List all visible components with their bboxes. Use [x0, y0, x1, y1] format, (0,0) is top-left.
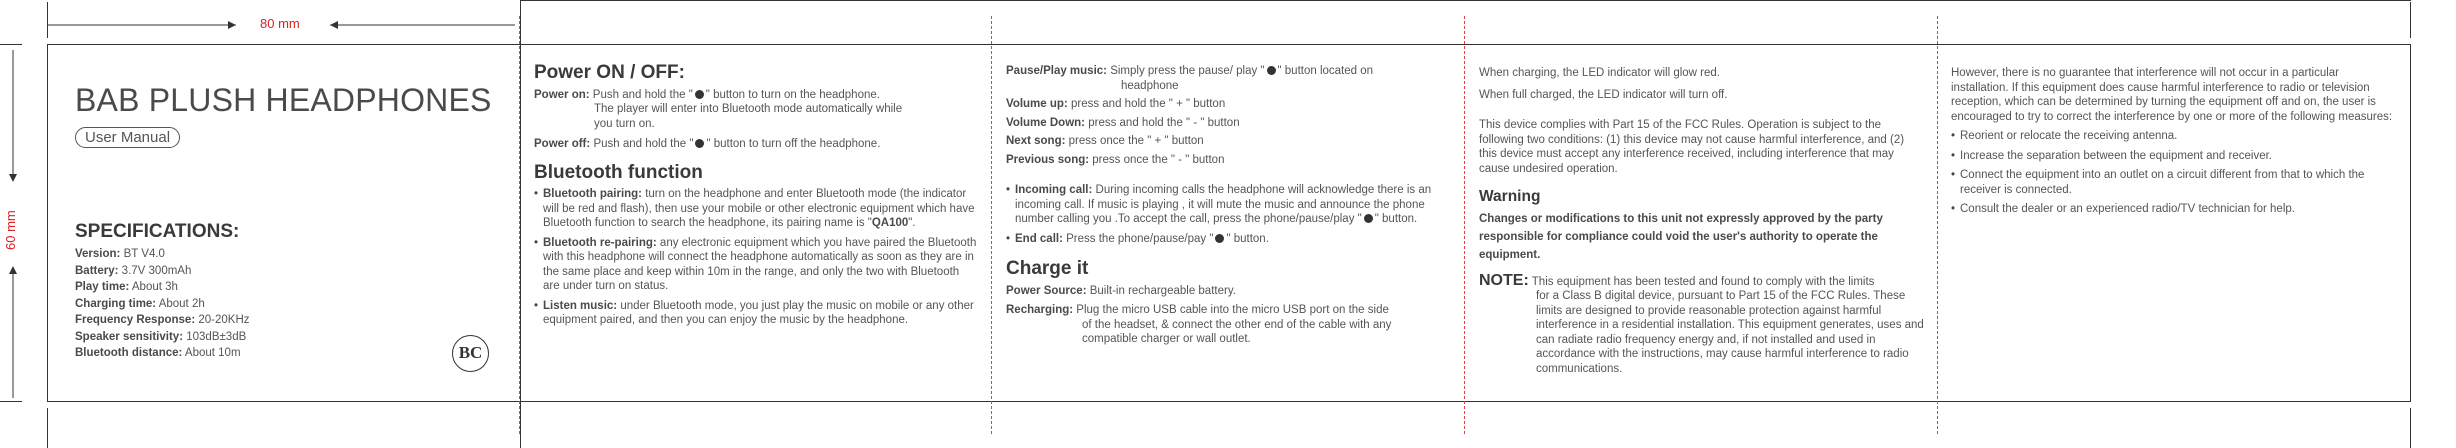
- pause-play-instruction: Pause/Play music: Simply press the pause/ play " " button located on headphone: [1006, 65, 1374, 92]
- note-paragraph: NOTE: This equipment has been tested and found to comply with the limits for a Class B digital device, pursuant to Part 15 of the FCC Rules. These limits are designed to provide reasonable protection against harmful interference in a residential installation. This equipment generates, uses and can radiate radio frequency energy and, if not installed and used in accordance with the instructions, may cause harmful interference to radio communications.: [1479, 271, 1924, 375]
- power-button-icon: [695, 139, 704, 148]
- fold-line-1: [519, 16, 520, 434]
- compliance-panel: [1479, 60, 1925, 380]
- spec-value: 3.7V 300mAh: [121, 264, 192, 277]
- specs-heading: SPECIFICATIONS:: [75, 221, 240, 242]
- spec-label: Battery:: [75, 264, 119, 277]
- trim-left-bottom-mark: [47, 408, 48, 448]
- measures-list: [1951, 129, 2397, 217]
- power-source-line: Power Source: Built-in rechargeable battery.: [1006, 284, 1236, 297]
- frame-bottom-edge: [47, 401, 2411, 402]
- spec-label: Frequency Response:: [75, 314, 196, 326]
- measure-item: • Increase the separation between the equipment and receiver.: [1951, 149, 2397, 164]
- spec-row: [75, 298, 375, 310]
- user-manual-badge: User Manual: [75, 127, 180, 148]
- warning-heading: Warning: [1479, 188, 1541, 205]
- previous-song-instruction: Previous song: press once the " - " button: [1006, 153, 1225, 166]
- note-label: NOTE:: [1479, 271, 1529, 289]
- charging-led-text: When charging, the LED indicator will glow red.: [1479, 67, 1720, 79]
- frame-top-edge: [47, 44, 2411, 45]
- spec-value: 20-20KHz: [198, 314, 250, 326]
- phone-button-icon: [1215, 234, 1224, 243]
- power-off-instruction: Power off: Push and hold the " " button to turn off the headphone.: [534, 138, 881, 150]
- volume-up-instruction: Volume up: press and hold the " + " button: [1006, 98, 1226, 110]
- phone-button-icon: [1364, 214, 1373, 223]
- trim-top-line: [520, 0, 2411, 1]
- spec-row: [75, 331, 375, 343]
- fold-line-2: [991, 16, 992, 434]
- spec-label: Charging time:: [75, 297, 157, 310]
- interference-panel: [1951, 60, 2397, 222]
- play-button-icon: [1267, 66, 1276, 75]
- height-dimension-label: 60 mm: [3, 210, 18, 250]
- listen-music-item: • Listen music: under Bluetooth mode, you just play the music on mobile or any other equipment paired, and then you can enjoy the music by the headphone.: [534, 299, 978, 328]
- measure-item: • Consult the dealer or an experienced radio/TV technician for help.: [1951, 202, 2397, 217]
- cover-panel: [75, 82, 495, 148]
- spec-row: [75, 347, 375, 359]
- spec-value: About 10m: [184, 347, 241, 359]
- interference-intro: However, there is no guarantee that interference will not occur in a particular installation. If this equipment does cause harmful interference to radio or television reception, which can be determined by turning the equipment off and on, the user is encouraged to try to correct the interference by one or more of the following measures:: [1951, 67, 2393, 123]
- spec-label: Bluetooth distance:: [75, 347, 183, 359]
- panel1-divider: [520, 0, 521, 448]
- measure-item: • Connect the equipment into an outlet on a circuit different from that to which the receiver is connected.: [1951, 168, 2397, 197]
- spec-row: [75, 265, 375, 277]
- spec-value: About 2h: [158, 297, 205, 310]
- specifications: [75, 221, 375, 364]
- spec-row: [75, 248, 375, 260]
- operation-panel: [534, 60, 978, 333]
- recharging-instruction: Recharging: Plug the micro USB cable into the micro USB port on the side of the headset, & connect the other end of the cable with any compatible charger or wall outlet.: [1006, 304, 1392, 345]
- call-list: [1006, 183, 1452, 246]
- fold-line-3: [1464, 16, 1465, 434]
- spec-label: Version:: [75, 248, 121, 260]
- bluetooth-pairing-item: • Bluetooth pairing: turn on the headphone and enter Bluetooth mode (the indicator will be red and flash), then use your mobile or other electronic equipment which have Bluetooth function to search the headphone, its pairing name is "QA100".: [534, 187, 978, 231]
- product-title: BAB PLUSH HEADPHONES: [75, 82, 492, 118]
- controls-panel: [1006, 60, 1452, 351]
- power-on-instruction: Power on: Push and hold the " " button to turn on the headphone. The player will enter into Bluetooth mode automatically while you turn on.: [534, 88, 903, 130]
- spec-value: 103dB±3dB: [186, 330, 247, 343]
- spec-label: Speaker sensitivity:: [75, 330, 184, 343]
- bluetooth-repairing-item: • Bluetooth re-pairing: any electronic equipment which you have paired the Bluetooth with this headphone will connect the headphone automatically as soon as they are in the same place and keep within 10m in the range, and only the two with Bluetooth are under turn on status.: [534, 236, 978, 294]
- next-song-instruction: Next song: press once the " + " button: [1006, 135, 1204, 147]
- power-button-icon: [695, 90, 704, 99]
- measure-item: • Reorient or relocate the receiving antenna.: [1951, 129, 2397, 144]
- warning-text: Changes or modifications to this unit not expressly approved by the party responsible for compliance could void the user's authority to operate the equipment.: [1479, 212, 1883, 261]
- charge-heading: Charge it: [1006, 258, 1089, 279]
- power-heading: Power ON / OFF:: [534, 62, 685, 83]
- spec-value: BT V4.0: [123, 248, 165, 260]
- volume-down-instruction: Volume Down: press and hold the " - " button: [1006, 116, 1240, 129]
- incoming-call-item: • Incoming call: During incoming calls the headphone will acknowledge there is an incoming call. If music is playing , it will mute the music and announce the phone number calling you .To accept the call, press the phone/pause/play " " button.: [1006, 183, 1452, 227]
- bluetooth-list: [534, 187, 978, 328]
- fold-line-4: [1937, 16, 1938, 434]
- brand-logo: [452, 335, 489, 372]
- charged-led-text: When full charged, the LED indicator will turn off.: [1479, 88, 1728, 101]
- spec-label: Play time:: [75, 281, 130, 293]
- width-dimension-label: 80 mm: [260, 16, 300, 31]
- trim-right-top-mark: [2410, 2, 2411, 38]
- brand-logo-text: BC: [458, 343, 483, 362]
- spec-row: [75, 281, 375, 293]
- trim-right-bottom-mark: [2410, 408, 2411, 448]
- fcc-compliance-text: This device complies with Part 15 of the FCC Rules. Operation is subject to the following two conditions: (1) this device may not cause harmful interference, and (2) this device must accept any interference received, including interference that may cause undesired operation.: [1479, 119, 1905, 175]
- frame-left-edge: [47, 44, 48, 402]
- frame-right-edge: [2410, 44, 2411, 402]
- bluetooth-heading: Bluetooth function: [534, 161, 703, 183]
- spec-row: [75, 314, 375, 326]
- spec-value: About 3h: [131, 281, 178, 293]
- end-call-item: • End call: Press the phone/pause/pay " " button.: [1006, 232, 1452, 247]
